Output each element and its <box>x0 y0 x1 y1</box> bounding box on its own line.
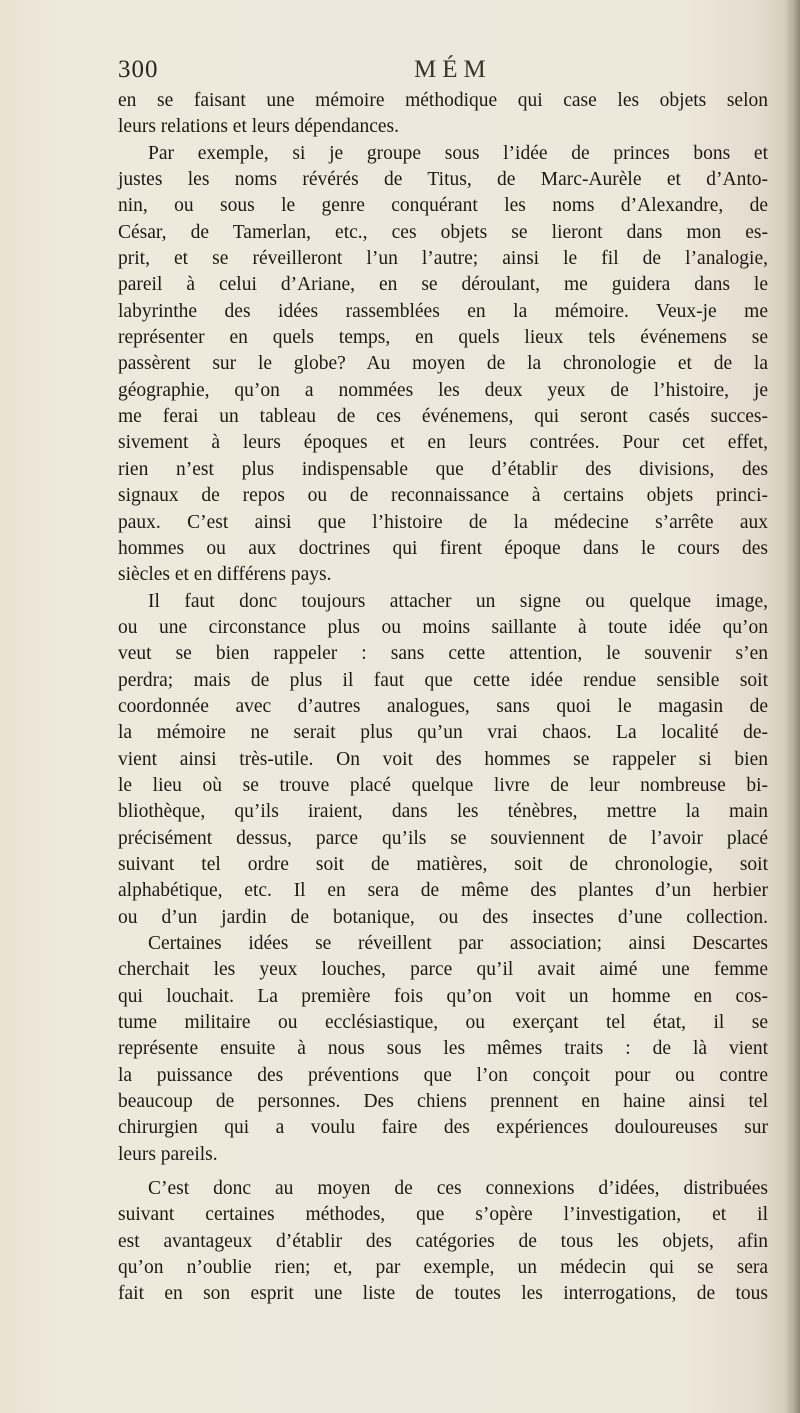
text-line: est avantageux d’établir des catégories de tous les objets, afin <box>118 1230 768 1252</box>
text-line: me ferai un tableau de ces événemens, qui seront casés succes- <box>118 406 768 428</box>
text-line: le lieu où se trouve placé quelque livre de leur nombreuse bi- <box>118 774 768 796</box>
text-line: vient ainsi très-utile. On voit des hommes se rappeler si bien <box>118 748 768 770</box>
text-line: passèrent sur le globe? Au moyen de la chronologie et de la <box>118 353 768 375</box>
text-line: alphabétique, etc. Il en sera de même des plantes d’un herbier <box>118 880 768 902</box>
text-line: labyrinthe des idées rassemblées en la mémoire. Veux-je me <box>118 300 768 322</box>
page-gutter-shadow <box>784 0 800 1413</box>
text-line: qu’on n’oublie rien; et, par exemple, un médecin qui se sera <box>118 1257 768 1279</box>
text-line: veut se bien rappeler : sans cette attention, le souvenir s’en <box>118 643 768 665</box>
paragraph-start-line: Il faut donc toujours attacher un signe ou quelque image, <box>148 590 768 612</box>
text-line: perdra; mais de plus il faut que cette idée rendue sensible soit <box>118 669 768 691</box>
text-line: fait en son esprit une liste de toutes les interrogations, de tous <box>118 1283 768 1305</box>
text-line: cherchait les yeux louches, parce qu’il avait aimé une femme <box>118 959 768 981</box>
text-line: hommes ou aux doctrines qui firent époque dans le cours des <box>118 537 768 559</box>
text-line: chirurgien qui a voulu faire des expériences douloureuses sur <box>118 1117 768 1139</box>
text-line: coordonnée avec d’autres analogues, sans quoi le magasin de <box>118 695 768 717</box>
paragraph-start-line: Par exemple, si je groupe sous l’idée de princes bons et <box>148 142 768 164</box>
text-line: la puissance des préventions que l’on conçoit pour ou contre <box>118 1064 768 1086</box>
text-line: représente ensuite à nous sous les mêmes traits : de là vient <box>118 1038 768 1060</box>
text-line: bliothèque, qu’ils iraient, dans les ténèbres, mettre la main <box>118 801 768 823</box>
text-line: César, de Tamerlan, etc., ces objets se lieront dans mon es- <box>118 221 768 243</box>
paragraph-start-line: Certaines idées se réveillent par association; ainsi Descartes <box>148 933 768 954</box>
text-line: pareil à celui d’Ariane, en se déroulant, me guidera dans le <box>118 274 768 296</box>
page-number: 300 <box>118 56 159 83</box>
text-line: leurs relations et leurs dépendances. <box>118 116 400 138</box>
text-line: la mémoire ne serait plus qu’un vrai chaos. La localité de- <box>118 722 768 744</box>
text-line: ou une circonstance plus ou moins saillante à toute idée qu’on <box>118 616 768 638</box>
text-line: signaux de repos ou de reconnaissance à certains objets princi- <box>118 485 768 507</box>
body-text <box>118 88 768 1308</box>
text-line: ou d’un jardin de botanique, ou des insectes d’une collection. <box>118 906 768 928</box>
text-line: tume militaire ou ecclésiastique, ou exerçant tel état, il se <box>118 1012 768 1034</box>
text-line: nin, ou sous le genre conquérant les noms d’Alexandre, de <box>118 195 768 217</box>
text-line: représenter en quels temps, en quels lieux tels événemens se <box>118 327 768 349</box>
text-line: sivement à leurs époques et en leurs contrées. Pour cet effet, <box>118 432 768 454</box>
text-line: paux. C’est ainsi que l’histoire de la médecine s’arrête aux <box>118 511 768 533</box>
text-line: rien n’est plus indispensable que d’établir des divisions, des <box>118 458 768 480</box>
text-line: prit, et se réveilleront l’un l’autre; ainsi le fil de l’analogie, <box>118 248 768 270</box>
text-line: précisément dessus, parce qu’ils se souviennent de l’avoir placé <box>118 827 768 849</box>
running-head: MÉM <box>414 56 492 83</box>
text-line: suivant certaines méthodes, que s’opère l’investigation, et il <box>118 1204 768 1226</box>
text-line: qui louchait. La première fois qu’on voit un homme en cos- <box>118 985 768 1007</box>
text-line: en se faisant une mémoire méthodique qui case les objets selon <box>118 90 768 111</box>
text-line: suivant tel ordre soit de matières, soit de chronologie, soit <box>118 853 768 875</box>
text-line: géographie, qu’on a nommées les deux yeux de l’histoire, je <box>118 379 768 401</box>
text-line: beaucoup de personnes. Des chiens prennent en haine ainsi tel <box>118 1091 768 1113</box>
paragraph-start-line: C’est donc au moyen de ces connexions d’idées, distribuées <box>148 1178 768 1200</box>
page-header <box>118 56 778 88</box>
text-line: leurs pareils. <box>118 1143 218 1165</box>
paragraph-gap <box>118 1168 768 1176</box>
text-line: justes les noms révérés de Titus, de Marc-Aurèle et d’Anto- <box>118 169 768 191</box>
text-line: siècles et en différens pays. <box>118 564 332 586</box>
